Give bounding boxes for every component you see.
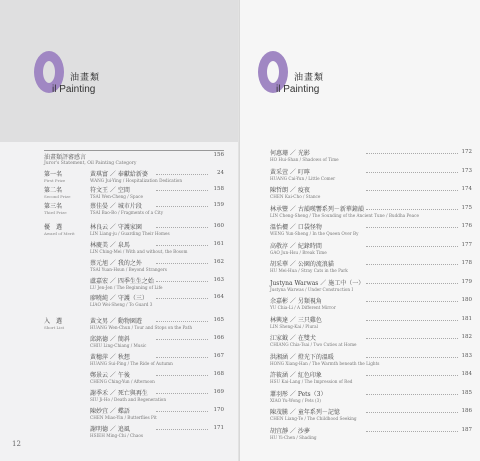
category-label	[44, 222, 75, 236]
leader-dots	[156, 263, 208, 264]
entry-title-zh: 林慶美 ／ 泉馬	[90, 242, 130, 249]
entry-title-zh: 蔡元旭 ／ 我的之外	[90, 260, 142, 267]
entry-title-en: YU Chia-Li / A Different Mirror	[270, 305, 336, 310]
entry-page-number: 169	[213, 389, 224, 395]
leader-dots	[366, 338, 458, 339]
category-label	[44, 201, 67, 215]
entry-page-number: 184	[461, 371, 472, 377]
leader-dots	[366, 301, 458, 302]
entry-page-number: 166	[213, 335, 224, 341]
leader-dots	[156, 411, 208, 412]
leader-dots	[156, 375, 208, 376]
leader-dots	[366, 246, 458, 247]
page-title-zh: 油畫類	[294, 73, 325, 83]
leader-dots	[366, 357, 458, 358]
entry-title-zh: 黃采萱 ／ 叮嚀	[270, 168, 310, 176]
entry-page-number: 176	[461, 223, 472, 229]
category-title-en: First Prize	[44, 178, 66, 183]
toc-entry	[90, 201, 224, 215]
entry-title-en: HONG Xiang-Han / The Warmth beneath the Lights	[270, 360, 380, 366]
toc-entry	[90, 222, 224, 236]
leader-dots	[366, 394, 458, 395]
entry-title-zh: 蕭羽彤 ／ Pets（3）	[270, 390, 327, 398]
entry-title-zh: 黃文男 ／ 動物園遊	[90, 318, 142, 325]
entry-page-number: 162	[213, 259, 224, 265]
entry-title-zh: 陳妙宜 ／ 蝶語	[90, 408, 130, 415]
leader-dots	[366, 375, 458, 376]
entry-title-zh: 何惠珊 ／ 光影	[270, 150, 310, 157]
leader-dots	[156, 174, 208, 175]
toc-entry	[270, 333, 472, 347]
entry-title-en: LIAO Wei-Sheng / To Guard 3	[90, 302, 153, 307]
entry-title-en: HUANG Cai-Yun / Little Comer	[270, 175, 336, 181]
leader-dots	[366, 172, 458, 173]
toc-entry	[90, 352, 224, 366]
category-title-zh: 第三名	[44, 203, 63, 210]
entry-page-number: 164	[213, 294, 224, 300]
leader-dots	[156, 357, 208, 358]
toc-entry	[270, 426, 472, 440]
entry-title-zh: 林興達 ／ 三只雞色	[270, 316, 322, 324]
leader-dots	[366, 283, 458, 284]
entry-title-zh: 林承豐 ／ 古韻嘆響系列－新華鐘韻	[270, 205, 364, 213]
entry-title-en: CHIU Ling-Chiang / Music	[90, 343, 147, 348]
entry-title-zh: 溫怡欐 ／ 口袋怪物	[270, 224, 322, 231]
toc-entry	[270, 278, 472, 292]
entry-page-number: 172	[461, 149, 472, 155]
entry-title-zh: 盧嘉宏 ／ 四季生生之始	[90, 278, 154, 285]
toc-entry	[90, 370, 224, 384]
entry-title-zh: 謝季禾 ／ 死亡與再生	[90, 390, 148, 397]
leader-dots	[366, 227, 458, 228]
entry-title-zh: 陳哲朗 ／ 疫夜	[270, 187, 310, 194]
toc-entry	[270, 222, 472, 236]
folio-number: 12	[12, 440, 21, 448]
leader-dots	[366, 190, 458, 191]
toc-entry	[270, 370, 472, 384]
entry-title-zh: 鄭景云 ／ 午後	[90, 372, 130, 379]
entry-title-zh: 許筱涵 ／ 紅色印象	[270, 372, 322, 379]
leader-dots	[156, 206, 208, 207]
category-title-en: Third Prize	[44, 210, 67, 215]
entry-title-zh: 胡采華 ／ 公園的流浪貓	[270, 261, 334, 268]
entry-title-zh: 洪湘涵 ／ 燈光下的溫暖	[270, 353, 334, 361]
entry-page-number: 175	[461, 204, 472, 211]
toc-entry	[270, 352, 472, 366]
entry-title-en: HSU Kai-Lang / The Impression of Red	[270, 379, 353, 384]
category-title-en: Second Prize	[44, 194, 71, 199]
leader-dots	[366, 153, 458, 154]
toc-entry	[270, 259, 472, 273]
entry-title-en: LIN Liang-ju / Guarding Their Homes	[90, 231, 170, 236]
entry-page-number: 158	[213, 186, 224, 192]
toc-entry	[270, 315, 472, 329]
toc-entry	[270, 204, 472, 218]
leader-dots	[366, 412, 458, 413]
entry-title-en: HO Hui-Shan / Shadows of Time	[270, 157, 339, 162]
entry-page-number: 186	[461, 408, 472, 414]
entry-title-en: HU Yi-Chen / Shading	[270, 434, 317, 440]
section-title-zh: 油畫類評審感言	[44, 150, 224, 161]
entry-title-en: CHENG Ching-Yun / Afternoon	[90, 379, 155, 384]
page-title-en: il Painting	[276, 84, 320, 95]
entry-title-zh: 黃琪富 ／ 奉獻給新婆	[90, 171, 148, 178]
entry-title-zh: 邱銘德 ／ 簡斜	[90, 336, 130, 343]
entry-title-en: LIN Ching-Mei / With and without, the Bosom	[90, 249, 188, 254]
entry-page-number: 173	[461, 167, 472, 174]
category-title-en: Award of Merit	[44, 231, 75, 236]
section-page-number: 156	[213, 152, 224, 158]
toc-entry	[270, 389, 472, 403]
entry-title-zh: Justyna Warwas ／ 施工中（一）	[270, 279, 365, 287]
entry-title-zh: 謝明德 ／ 追風	[90, 426, 130, 433]
entry-page-number: 167	[213, 353, 224, 359]
entry-page-number: 181	[461, 315, 472, 322]
entry-title-en: LIN Cheng-Sheng / The Sounding of the Ancient Tune / Buddha Peace	[270, 212, 419, 218]
entry-title-zh: 林良云 ／ 守護家園	[90, 224, 142, 231]
entry-page-number: 185	[461, 389, 472, 396]
entry-title-en: WANG Jui-Ying / Hospitalization Dedication	[90, 178, 183, 183]
leader-dots	[156, 339, 208, 340]
entry-page-number: 24	[217, 170, 224, 176]
entry-page-number: 187	[461, 426, 472, 433]
entry-title-en: XIAO Yu-Wong / Pets (3)	[270, 397, 321, 403]
entry-title-zh: 符文王 ／ 空間	[90, 187, 130, 194]
entry-title-zh: 黃穗萍 ／ 秋想	[90, 354, 130, 361]
toc-entry	[270, 296, 472, 310]
entry-page-number: 177	[461, 241, 472, 248]
entry-title-en: CHEN Liang-Te / The Childhood Seeking	[270, 416, 357, 421]
category-title-en: Short List	[44, 325, 65, 330]
category-title-zh: 優 選	[44, 224, 63, 231]
leader-dots	[156, 429, 208, 430]
category-title-zh: 第一名	[44, 171, 63, 178]
entry-title-zh: 胡宜靜 ／ 沙夢	[270, 427, 310, 435]
entry-page-number: 174	[461, 186, 472, 192]
leader-dots	[366, 320, 458, 321]
entry-title-zh: 廖曉純 ／ 守護（三）	[90, 295, 148, 302]
category-label	[44, 169, 65, 183]
entry-title-en: TSAI Yuan-Hsun / Beyond Strangers	[90, 267, 167, 272]
entry-title-zh: 陳茂騰 ／ 童年系列－記憶	[270, 409, 340, 416]
entry-title-zh: 高敬淳 ／ 紀錄時間	[270, 242, 322, 250]
toc-entry	[270, 241, 472, 255]
entry-page-number: 170	[213, 407, 224, 413]
toc-entry	[90, 185, 224, 199]
entry-page-number: 182	[461, 334, 472, 340]
leader-dots	[156, 393, 208, 394]
toc-entry	[90, 258, 224, 272]
entry-page-number: 159	[213, 202, 224, 208]
toc-entry	[270, 185, 472, 199]
entry-title-zh: 蔡佳晏 ／ 城市片段	[90, 203, 142, 210]
entry-title-en: Justyna Warwas / Under Construction I	[270, 286, 354, 292]
entry-title-zh: 江家鉞 ／ 在雙犬	[270, 335, 316, 342]
entry-title-en: TSAI Wen-Cheng / Space	[90, 194, 143, 199]
entry-page-number: 160	[213, 223, 224, 229]
toc-entry	[90, 388, 224, 402]
category-title-zh: 入 選	[44, 318, 63, 325]
leader-dots	[156, 190, 208, 191]
section-title-en: Juror's Statement, Oil Painting Category	[44, 161, 137, 166]
leader-dots	[156, 281, 208, 282]
toc-entry	[270, 148, 472, 162]
entry-title-en: SIU Ji-Ho / Death and Regeneration	[90, 397, 167, 402]
entry-page-number: 178	[461, 260, 472, 266]
toc-entry	[90, 293, 224, 307]
entry-title-en: HUANG Wen-Chun / Tour and Stops on the Path	[90, 325, 193, 330]
toc-entry	[90, 276, 224, 290]
entry-title-en: CHIANG Chia-Tsai / Two Cuties at Home	[270, 342, 357, 347]
leader-dots	[366, 209, 458, 210]
entry-title-en: LIN Sheng-Kai / Plural	[270, 323, 318, 329]
right-page	[240, 0, 480, 461]
toc-entry	[90, 240, 224, 254]
entry-page-number: 163	[213, 277, 224, 283]
entry-page-number: 171	[213, 425, 224, 431]
leader-dots	[156, 227, 208, 228]
entry-title-en: CHEN Kai-Cho / Stance	[270, 194, 321, 199]
entry-title-en: CHEN Miao-Yin / Butterflies Pit	[90, 415, 157, 420]
category-label	[44, 185, 71, 199]
entry-title-en: HU Mei-Hua / Stray Cats in the Park	[270, 268, 348, 273]
entry-title-en: WENG Yun-Sheng / In the Queen Over By	[270, 231, 359, 236]
toc-entry	[270, 167, 472, 181]
leader-dots	[156, 321, 208, 322]
toc-entry	[270, 407, 472, 421]
entry-title-en: TSAI Bao-Bo / Fragments of a City	[90, 210, 164, 215]
section-heading	[44, 150, 224, 166]
page-title-en: il Painting	[52, 84, 96, 95]
leader-dots	[366, 264, 458, 265]
entry-page-number: 168	[213, 371, 224, 377]
entry-page-number: 180	[461, 297, 472, 303]
leader-dots	[366, 431, 458, 432]
entry-page-number: 161	[213, 241, 224, 247]
toc-entry	[90, 424, 224, 438]
leader-dots	[156, 298, 208, 299]
entry-page-number: 183	[461, 352, 472, 359]
toc-entry	[90, 169, 224, 183]
category-label	[44, 316, 64, 330]
entry-title-en: LU Jen-Jen / The Beginning of Life	[90, 285, 163, 290]
toc-entry	[90, 316, 224, 330]
toc-entry	[90, 406, 224, 420]
entry-title-en: GAO Jun-Hsu / Break Time	[270, 249, 327, 255]
entry-title-zh: 余嘉彬 ／ 另類視角	[270, 298, 322, 305]
entry-title-en: HSIEH Ming-Chi / Chaos	[90, 433, 144, 438]
page-title-zh: 油畫類	[70, 73, 101, 83]
toc-entry	[90, 334, 224, 348]
entry-page-number: 165	[213, 317, 224, 323]
entry-title-en: HUANG Sui-Ping / The Ride of Autumn	[90, 361, 173, 366]
leader-dots	[156, 245, 208, 246]
category-title-zh: 第二名	[44, 187, 63, 194]
entry-page-number: 179	[461, 278, 472, 285]
